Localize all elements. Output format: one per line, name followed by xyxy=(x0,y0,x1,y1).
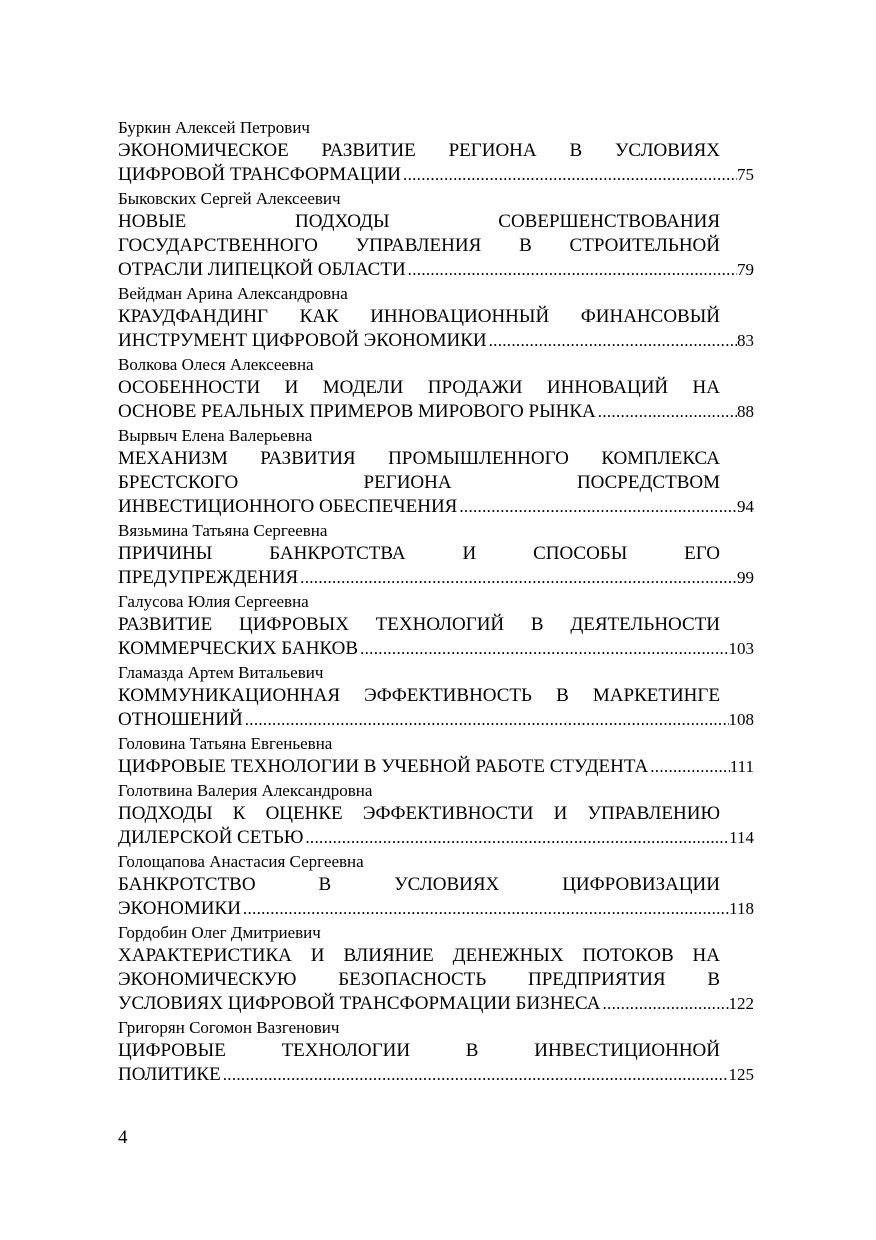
title-line-text: УСЛОВИЯХ ЦИФРОВОЙ ТРАНСФОРМАЦИИ БИЗНЕСА xyxy=(118,993,601,1014)
title-line: ЭКОНОМИЧЕСКОЕ РАЗВИТИЕ РЕГИОНА В УСЛОВИЯХ xyxy=(118,140,720,161)
title-line-last xyxy=(118,992,754,1016)
title-line: ПРИЧИНЫ БАНКРОТСТВА И СПОСОБЫ ЕГО xyxy=(118,543,720,564)
title-line-last xyxy=(118,400,754,424)
entry-title xyxy=(118,210,754,282)
title-line: НОВЫЕ ПОДХОДЫ СОВЕРШЕНСТВОВАНИЯ xyxy=(118,211,720,232)
dot-leader xyxy=(600,992,728,1016)
dot-leader xyxy=(457,495,737,519)
entry-page-number: 108 xyxy=(728,710,754,729)
title-line-last xyxy=(118,755,754,779)
title-line: КОММУНИКАЦИОННАЯ ЭФФЕКТИВНОСТЬ В МАРКЕТИНГЕ xyxy=(118,685,720,706)
entry-author: Голотвина Валерия Александровна xyxy=(118,781,373,800)
toc-entry[interactable] xyxy=(118,921,754,1016)
title-line: БРЕСТСКОГО РЕГИОНА ПОСРЕДСТВОМ xyxy=(118,472,720,493)
title-line-text: КОММЕРЧЕСКИХ БАНКОВ xyxy=(118,638,359,659)
toc-entry[interactable] xyxy=(118,732,754,779)
title-line: ГОСУДАРСТВЕННОГО УПРАВЛЕНИЯ В СТРОИТЕЛЬНОЙ xyxy=(118,235,720,256)
title-line-text: ОТНОШЕНИЙ xyxy=(118,709,243,730)
toc-entry[interactable] xyxy=(118,661,754,732)
title-line-last xyxy=(118,708,754,732)
entry-title xyxy=(118,684,754,732)
dot-leader xyxy=(221,1063,729,1087)
entry-author: Гламазда Артем Витальевич xyxy=(118,663,324,682)
entry-author: Григорян Согомон Вазгенович xyxy=(118,1018,340,1037)
dot-leader xyxy=(358,637,728,661)
entry-page-number: 88 xyxy=(737,402,754,421)
entry-page-number: 99 xyxy=(737,568,754,587)
entry-page-number: 111 xyxy=(729,757,754,776)
title-line-last xyxy=(118,495,754,519)
title-line: ОСОБЕННОСТИ И МОДЕЛИ ПРОДАЖИ ИННОВАЦИЙ НА xyxy=(118,377,720,398)
entry-author: Буркин Алексей Петрович xyxy=(118,118,310,137)
entry-author: Галусова Юлия Сергеевна xyxy=(118,592,309,611)
entry-page-number: 94 xyxy=(737,497,754,516)
dot-leader xyxy=(298,566,737,590)
title-line-text: ПОЛИТИКЕ xyxy=(118,1064,221,1085)
entry-author: Вейдман Арина Александровна xyxy=(118,284,348,303)
entry-author: Вязьмина Татьяна Сергеевна xyxy=(118,521,328,540)
entry-title xyxy=(118,139,754,187)
title-line-last xyxy=(118,329,754,353)
title-line-text: ЭКОНОМИКИ xyxy=(118,898,241,919)
title-line-last xyxy=(118,826,754,850)
toc-entry[interactable] xyxy=(118,779,754,850)
dot-leader xyxy=(241,897,729,921)
title-line-last xyxy=(118,258,754,282)
toc-entry[interactable] xyxy=(118,116,754,187)
entry-page-number: 114 xyxy=(729,828,754,847)
dot-leader xyxy=(401,163,737,187)
title-line-text: ИНВЕСТИЦИОННОГО ОБЕСПЕЧЕНИЯ xyxy=(118,496,458,517)
title-line-text: ДИЛЕРСКОЙ СЕТЬЮ xyxy=(118,827,304,848)
entry-title xyxy=(118,613,754,661)
toc-entry[interactable] xyxy=(118,187,754,282)
title-line-text: ОСНОВЕ РЕАЛЬНЫХ ПРИМЕРОВ МИРОВОГО РЫНКА xyxy=(118,401,596,422)
entry-page-number: 79 xyxy=(737,260,754,279)
entry-title xyxy=(118,755,754,779)
entry-title xyxy=(118,873,754,921)
title-line-text: ИНСТРУМЕНТ ЦИФРОВОЙ ЭКОНОМИКИ xyxy=(118,330,487,351)
entry-page-number: 122 xyxy=(728,994,754,1013)
toc-entry[interactable] xyxy=(118,353,754,424)
page-number: 4 xyxy=(118,1127,128,1148)
entry-title xyxy=(118,376,754,424)
entry-author: Гордобин Олег Дмитриевич xyxy=(118,923,321,942)
dot-leader xyxy=(303,826,729,850)
title-line: ЦИФРОВЫЕ ТЕХНОЛОГИИ В ИНВЕСТИЦИОННОЙ xyxy=(118,1040,720,1061)
title-line: ХАРАКТЕРИСТИКА И ВЛИЯНИЕ ДЕНЕЖНЫХ ПОТОКОВ НА xyxy=(118,945,720,966)
title-line-last xyxy=(118,1063,754,1087)
title-line: РАЗВИТИЕ ЦИФРОВЫХ ТЕХНОЛОГИЙ В ДЕЯТЕЛЬНОСТИ xyxy=(118,614,720,635)
title-line: МЕХАНИЗМ РАЗВИТИЯ ПРОМЫШЛЕННОГО КОМПЛЕКСА xyxy=(118,448,720,469)
entry-title xyxy=(118,802,754,850)
dot-leader xyxy=(406,258,737,282)
table-of-contents xyxy=(118,116,754,1087)
title-line: ПОДХОДЫ К ОЦЕНКЕ ЭФФЕКТИВНОСТИ И УПРАВЛЕНИЮ xyxy=(118,803,720,824)
entry-author: Волкова Олеся Алексеевна xyxy=(118,355,314,374)
title-line-text: ЦИФРОВОЙ ТРАНСФОРМАЦИИ xyxy=(118,164,402,185)
toc-entry[interactable] xyxy=(118,850,754,921)
title-line-last xyxy=(118,566,754,590)
dot-leader xyxy=(487,329,737,353)
title-line: КРАУДФАНДИНГ КАК ИННОВАЦИОННЫЙ ФИНАНСОВЫЙ xyxy=(118,306,720,327)
entry-author: Головина Татьяна Евгеньевна xyxy=(118,734,333,753)
title-line: ЭКОНОМИЧЕСКУЮ БЕЗОПАСНОСТЬ ПРЕДПРИЯТИЯ В xyxy=(118,969,720,990)
entry-title xyxy=(118,542,754,590)
dot-leader xyxy=(648,755,730,779)
title-line-last xyxy=(118,163,754,187)
dot-leader xyxy=(243,708,729,732)
entry-author: Голощапова Анастасия Сергеевна xyxy=(118,852,364,871)
entry-title xyxy=(118,305,754,353)
toc-entry[interactable] xyxy=(118,590,754,661)
title-line-text: ОТРАСЛИ ЛИПЕЦКОЙ ОБЛАСТИ xyxy=(118,259,406,280)
dot-leader xyxy=(596,400,737,424)
toc-entry[interactable] xyxy=(118,424,754,519)
entry-author: Вырвыч Елена Валерьевна xyxy=(118,426,313,445)
entry-title xyxy=(118,944,754,1016)
entry-page-number: 83 xyxy=(737,331,754,350)
entry-page-number: 125 xyxy=(728,1065,754,1084)
title-line-last xyxy=(118,897,754,921)
toc-entry[interactable] xyxy=(118,282,754,353)
entry-page-number: 118 xyxy=(729,899,754,918)
title-line-text: ПРЕДУПРЕЖДЕНИЯ xyxy=(118,567,299,588)
entry-title xyxy=(118,447,754,519)
title-line: БАНКРОТСТВО В УСЛОВИЯХ ЦИФРОВИЗАЦИИ xyxy=(118,874,720,895)
toc-entry[interactable] xyxy=(118,519,754,590)
title-line-text: ЦИФРОВЫЕ ТЕХНОЛОГИИ В УЧЕБНОЙ РАБОТЕ СТУДЕНТА xyxy=(118,756,649,777)
toc-entry[interactable] xyxy=(118,1016,754,1087)
entry-author: Быковских Сергей Алексеевич xyxy=(118,189,341,208)
entry-page-number: 75 xyxy=(737,165,754,184)
entry-title xyxy=(118,1039,754,1087)
entry-page-number: 103 xyxy=(728,639,754,658)
title-line-last xyxy=(118,637,754,661)
